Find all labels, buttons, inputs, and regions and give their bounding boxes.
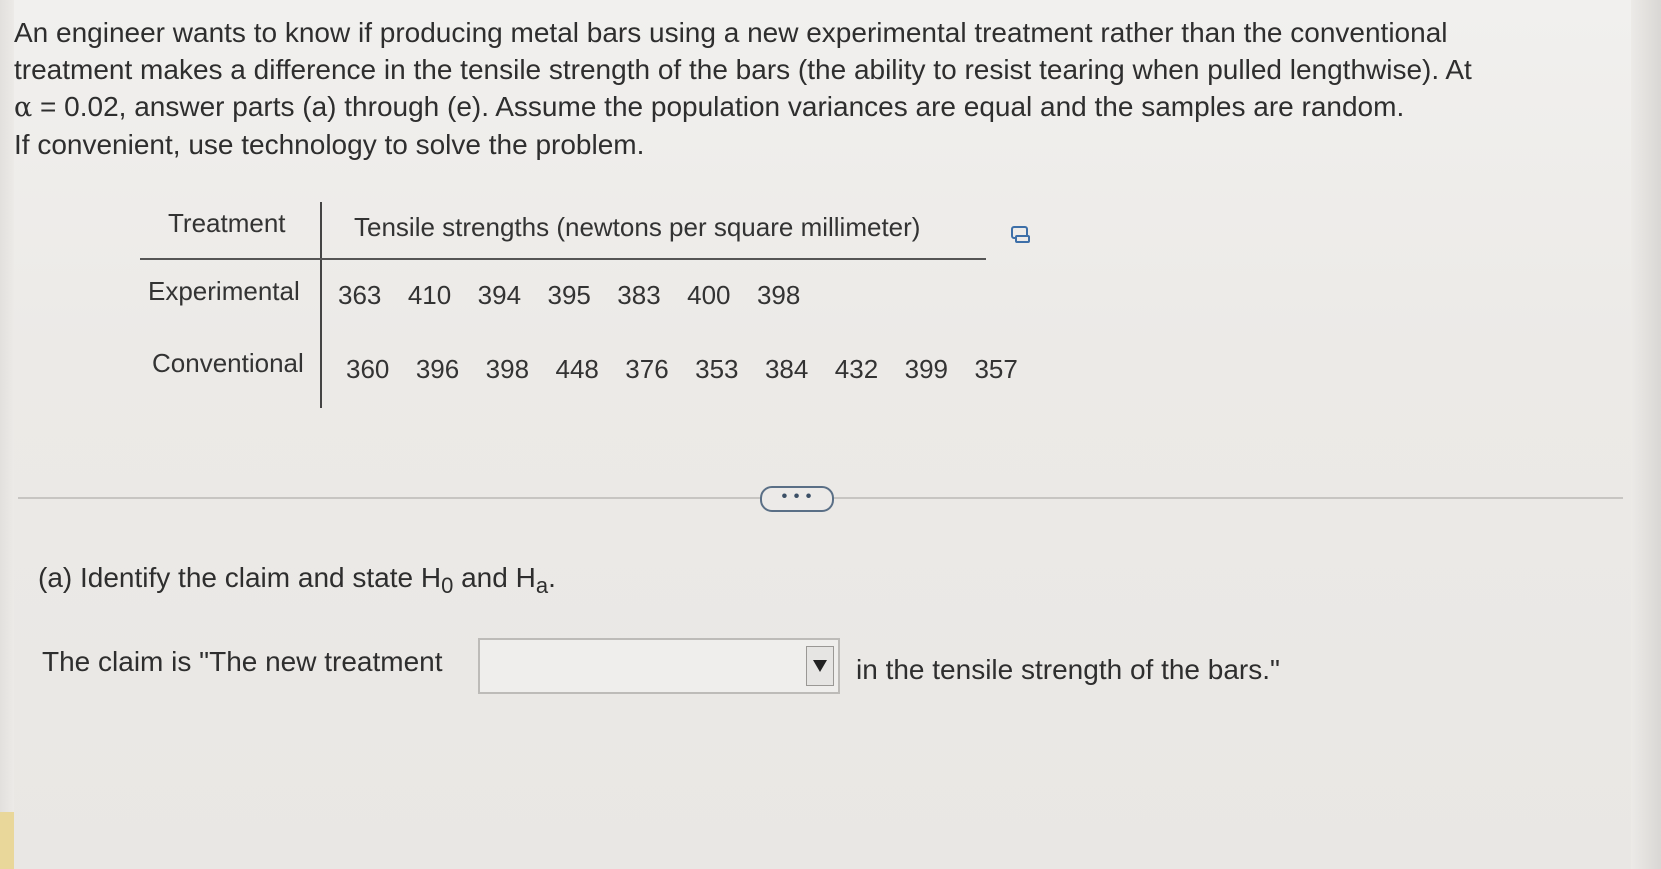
claim-prefix: The claim is "The new treatment [42,646,443,677]
problem-statement [14,14,1574,163]
header-tensile-strengths: Tensile strengths (newtons per square millimeter) [354,212,921,242]
part-a-period: . [548,562,556,593]
alpha-symbol: α [14,92,33,123]
right-edge-scrollbar [1631,0,1661,869]
part-a-text: (a) Identify the claim and state H [38,562,442,593]
table-horizontal-rule [140,258,986,260]
problem-line-3-text: = 0.02, answer parts (a) through (e). Assume the population variances are equal and the samples are random. [32,91,1405,122]
h0-subscript: 0 [441,573,454,598]
part-a-prompt [38,562,556,599]
table-vertical-rule [320,202,322,408]
part-a-and: and H [453,562,536,593]
claim-dropdown[interactable] [478,638,840,694]
triangle-down-icon [813,660,827,672]
copy-icon[interactable] [1010,224,1032,246]
problem-line-2: treatment makes a difference in the tensile strength of the bars (the ability to resist tearing when pulled lengthwise). At [14,54,1472,85]
left-edge [0,0,14,869]
problem-line-4: If convenient, use technology to solve the problem. [14,129,645,160]
row-values-conventional: 360 396 398 448 376 353 384 432 399 357 [346,354,1018,384]
corner-highlight [0,812,14,869]
claim-suffix: in the tensile strength of the bars." [856,654,1280,685]
row-label-conventional: Conventional [152,348,304,378]
header-treatment: Treatment [168,208,286,238]
row-label-experimental: Experimental [148,276,300,306]
ha-subscript: a [535,573,549,598]
expand-more-button[interactable]: • • • [760,486,834,512]
problem-line-3 [14,88,1574,126]
row-values-experimental: 363 410 394 395 383 400 398 [338,280,801,310]
problem-line-1: An engineer wants to know if producing metal bars using a new experimental treatment rather than the conventional [14,17,1448,48]
dropdown-toggle[interactable] [806,646,834,686]
data-table [140,200,1018,420]
